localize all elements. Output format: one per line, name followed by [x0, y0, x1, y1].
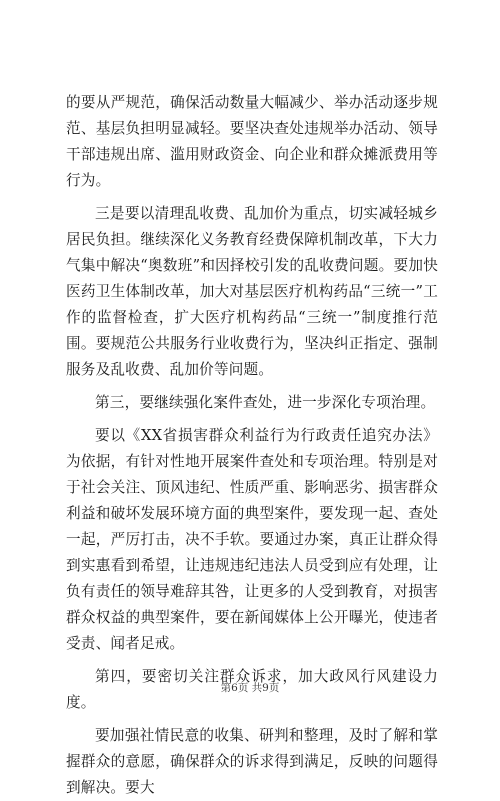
page-footer: 第6页 共9页 — [220, 682, 280, 694]
paragraph-3-heading: 第三，要继续强化案件查处，进一步深化专项治理。 — [95, 394, 436, 411]
paragraph-2: 三是要以清理乱收费、乱加价为重点，切实减轻城乡居民负担。继续深化义务教育经费保障机制改革，下大力气集中解决“奥数班”和因择校引发的乱收费问题。要加快医药卫生体制改革，加大对基层医疗机构药品“三统一”工作的监督检查，扩大医疗机构药品“三统一”制度推行范围。要规范公共服务行业收费行为，坚决纠正指定、强制服务及乱收费、乱加价等问题。 — [66, 205, 438, 378]
paragraph-1: 的要从严规范，确保活动数量大幅减少、举办活动逐步规范、基层负担明显减轻。要坚决查处违规举办活动、领导干部违规出席、滥用财政资金、向企业和群众摊派费用等行为。 — [66, 94, 438, 189]
paragraph-6: 要加强社情民意的收集、研判和整理，及时了解和掌握群众的意愿，确保群众的诉求得到满足，反映的问题得到解决。要大 — [66, 727, 438, 796]
paragraph-5-heading: 第四，要密切关注群众诉求，加大政风行风建设力度。 — [66, 668, 438, 711]
paragraph-4: 要以《XX省损害群众利益行为行政责任追究办法》为依据，有针对性地开展案件查处和专项治理。特别是对于社会关注、顶风违纪、性质严重、影响恶劣、损害群众利益和破坏发展环境方面的典型案件，要发现一起、查处一起，严厉打击，决不手软。要通过办案，真正让群众得到实惠看到希望，让违规违纪违法人员受到应有处理，让负有责任的领导难辞其咎，让更多的人受到教育，对损害群众权益的典型案件，要在新闻媒体上公开曝光，使违者受责、闻者足戒。 — [66, 427, 438, 652]
